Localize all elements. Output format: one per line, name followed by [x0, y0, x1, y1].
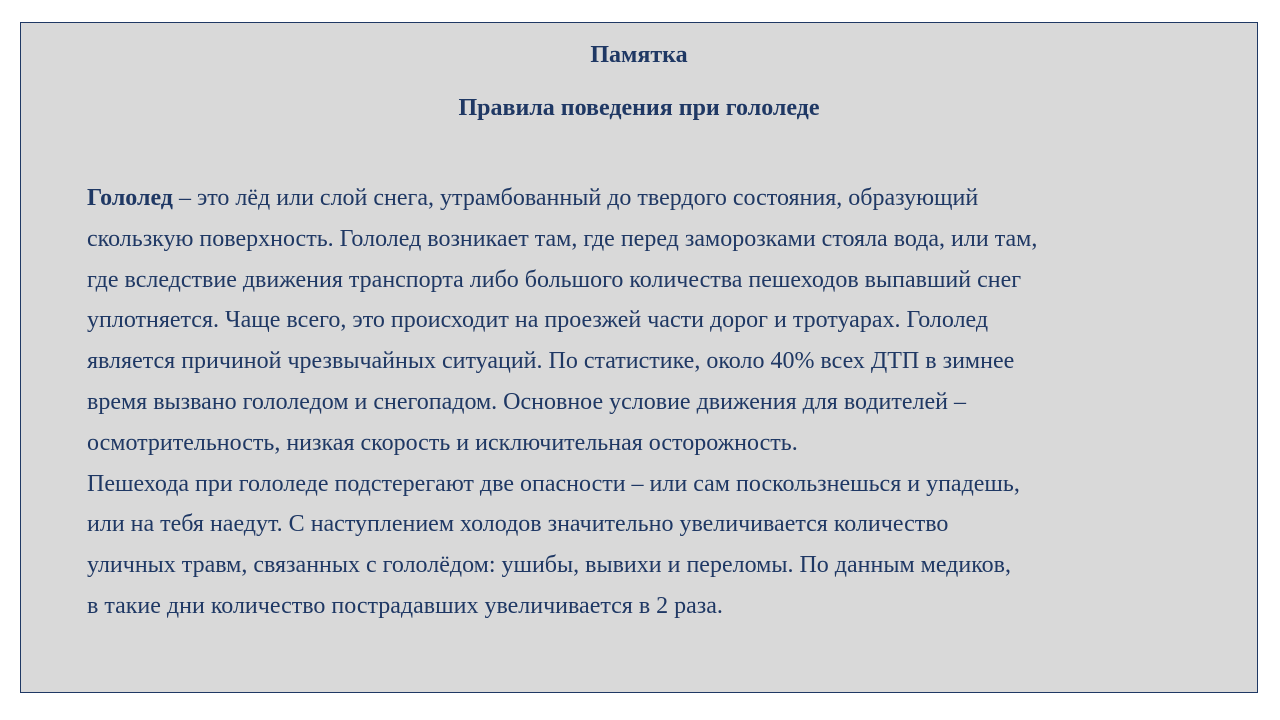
body-line: скользкую поверхность. Гололед возникает там, где перед заморозками стояла вода, или там, — [87, 225, 1038, 252]
body-line: время вызвано гололедом и снегопадом. Основное условие движения для водителей – — [87, 388, 966, 415]
term-gololed: Гололед — [87, 185, 173, 211]
body-line: в такие дни количество пострадавших увеличивается в 2 раза. — [87, 592, 723, 619]
memo-card — [20, 22, 1258, 693]
body-line: является причиной чрезвычайных ситуаций. По статистике, около 40% всех ДТП в зимнее — [87, 348, 1015, 375]
body-line: где вследствие движения транспорта либо большого количества пешеходов выпавший снег — [87, 266, 1022, 293]
body-line: осмотрительность, низкая скорость и исключительная осторожность. — [87, 429, 798, 456]
body-line: Пешехода при гололеде подстерегают две опасности – или сам поскользнешься и упадешь, — [87, 470, 1020, 497]
body-line: или на тебя наедут. С наступлением холодов значительно увеличивается количество — [87, 511, 949, 538]
memo-body — [87, 178, 1217, 627]
body-line: уплотняется. Чаще всего, это происходит на проезжей части дорог и тротуарах. Гололед — [87, 307, 989, 334]
body-line: уличных травм, связанных с гололёдом: ушибы, вывихи и переломы. По данным медиков, — [87, 552, 1011, 579]
definition-text: – это лёд или слой снега, утрамбованный до твердого состояния, образующий — [172, 185, 979, 211]
body-line — [87, 178, 1217, 219]
memo-title: Памятка — [590, 42, 688, 68]
memo-subtitle: Правила поведения при гололеде — [458, 95, 820, 121]
